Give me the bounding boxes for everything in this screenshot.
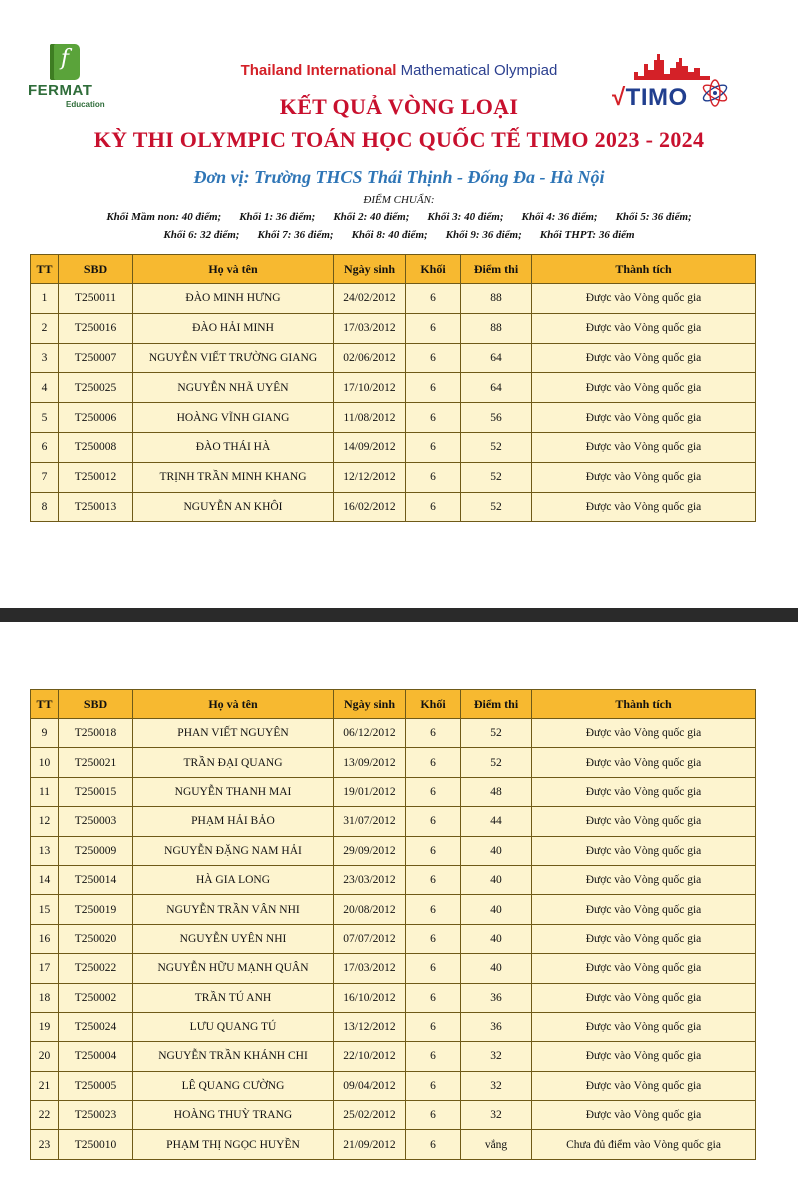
col-result-header: Thành tích [532,255,756,284]
col-sbd-cell: T250015 [59,777,133,806]
col-name-cell: NGUYỄN AN KHÔI [133,492,334,522]
col-grade-cell: 6 [406,1101,461,1130]
col-grade-cell: 6 [406,284,461,314]
col-tt-cell: 21 [31,1071,59,1100]
col-sbd-cell: T250020 [59,924,133,953]
table-header-row [31,690,756,719]
col-grade-cell: 6 [406,373,461,403]
col-name-header: Họ và tên [133,255,334,284]
col-tt-cell: 13 [31,836,59,865]
col-dob-cell: 13/09/2012 [334,748,406,777]
col-result-cell: Được vào Vòng quốc gia [532,1042,756,1071]
cutoff-label: ĐIỂM CHUẨN: [363,194,435,206]
table-row [31,865,756,894]
col-name-cell: HOÀNG VĨNH GIANG [133,403,334,433]
col-result-cell: Được vào Vòng quốc gia [532,492,756,522]
col-score-cell: 52 [461,492,532,522]
col-grade-cell: 6 [406,492,461,522]
col-sbd-cell: T250021 [59,748,133,777]
table-row [31,836,756,865]
col-sbd-cell: T250012 [59,462,133,492]
col-dob-cell: 17/03/2012 [334,954,406,983]
col-tt-cell: 12 [31,807,59,836]
col-tt-cell: 23 [31,1130,59,1159]
col-sbd-cell: T250011 [59,284,133,314]
col-grade-cell: 6 [406,924,461,953]
col-name-cell: HÀ GIA LONG [133,865,334,894]
col-dob-cell: 31/07/2012 [334,807,406,836]
col-score-cell: 32 [461,1071,532,1100]
col-grade-cell: 6 [406,343,461,373]
col-score-cell: vắng [461,1130,532,1159]
col-tt-cell: 1 [31,284,59,314]
col-sbd-cell: T250010 [59,1130,133,1159]
col-grade-cell: 6 [406,403,461,433]
col-tt-cell: 14 [31,865,59,894]
cutoff-item: Khối THPT: 36 điểm [539,229,635,241]
unit-line: Đơn vị: Trường THCS Thái Thịnh - Đống Đa - Hà Nội [193,167,605,187]
col-score-cell: 32 [461,1042,532,1071]
col-dob-cell: 23/03/2012 [334,865,406,894]
col-name-cell: ĐÀO THÁI HÀ [133,432,334,462]
col-tt-header: TT [31,690,59,719]
col-grade-cell: 6 [406,777,461,806]
table-row [31,1042,756,1071]
col-score-cell: 52 [461,432,532,462]
col-dob-cell: 16/10/2012 [334,983,406,1012]
col-dob-cell: 24/02/2012 [334,284,406,314]
col-score-cell: 44 [461,807,532,836]
col-score-header: Điểm thi [461,255,532,284]
col-name-cell: NGUYỄN NHÃ UYÊN [133,373,334,403]
col-result-cell: Được vào Vòng quốc gia [532,284,756,314]
col-sbd-cell: T250018 [59,719,133,748]
col-tt-cell: 22 [31,1101,59,1130]
col-sbd-cell: T250005 [59,1071,133,1100]
table-row [31,432,756,462]
col-score-cell: 52 [461,748,532,777]
col-sbd-cell: T250014 [59,865,133,894]
col-score-header: Điểm thi [461,690,532,719]
col-name-cell: TRẦN TÚ ANH [133,983,334,1012]
col-score-cell: 64 [461,373,532,403]
title-line-2: KỲ THI OLYMPIC TOÁN HỌC QUỐC TẾ TIMO 2023 - 2024 [93,127,705,152]
col-tt-cell: 6 [31,432,59,462]
table-row [31,983,756,1012]
col-dob-cell: 17/10/2012 [334,373,406,403]
col-name-cell: HOÀNG THUỲ TRANG [133,1101,334,1130]
col-name-cell: LƯU QUANG TÚ [133,1012,334,1041]
col-result-cell: Được vào Vòng quốc gia [532,432,756,462]
col-score-cell: 64 [461,343,532,373]
col-result-cell: Được vào Vòng quốc gia [532,807,756,836]
col-dob-cell: 17/03/2012 [334,313,406,343]
col-result-cell: Được vào Vòng quốc gia [532,895,756,924]
cutoff-item: Khối 2: 40 điểm; [333,211,410,223]
col-tt-cell: 9 [31,719,59,748]
cutoff-item: Khối 7: 36 điểm; [257,229,334,241]
col-sbd-cell: T250024 [59,1012,133,1041]
table-row [31,1130,756,1159]
col-tt-cell: 18 [31,983,59,1012]
col-tt-header: TT [31,255,59,284]
col-dob-cell: 02/06/2012 [334,343,406,373]
col-sbd-header: SBD [59,255,133,284]
col-tt-cell: 19 [31,1012,59,1041]
col-tt-cell: 8 [31,492,59,522]
col-result-cell: Được vào Vòng quốc gia [532,924,756,953]
col-name-cell: NGUYỄN VIẾT TRƯỜNG GIANG [133,343,334,373]
col-dob-cell: 13/12/2012 [334,1012,406,1041]
timo-logo-name: TIMO [625,84,688,111]
col-dob-cell: 20/08/2012 [334,895,406,924]
col-sbd-cell: T250023 [59,1101,133,1130]
cutoff-line-2 [0,229,798,241]
col-sbd-cell: T250019 [59,895,133,924]
col-score-cell: 56 [461,403,532,433]
col-name-cell: NGUYỄN THANH MAI [133,777,334,806]
col-result-cell: Được vào Vòng quốc gia [532,1012,756,1041]
tagline-part2: Mathematical Olympiad [400,62,558,79]
table-row [31,807,756,836]
results-table-1 [30,254,756,522]
cutoff-item: Khối 1: 36 điểm; [239,211,316,223]
col-dob-cell: 22/10/2012 [334,1042,406,1071]
col-result-cell: Được vào Vòng quốc gia [532,954,756,983]
col-score-cell: 88 [461,284,532,314]
col-score-cell: 36 [461,1012,532,1041]
table-row [31,1012,756,1041]
col-result-header: Thành tích [532,690,756,719]
page-divider [0,608,798,622]
col-score-cell: 40 [461,836,532,865]
col-tt-cell: 7 [31,462,59,492]
col-tt-cell: 11 [31,777,59,806]
col-dob-header: Ngày sinh [334,690,406,719]
table-row [31,777,756,806]
col-score-cell: 40 [461,954,532,983]
col-tt-cell: 20 [31,1042,59,1071]
col-grade-cell: 6 [406,865,461,894]
col-name-cell: TRỊNH TRẦN MINH KHANG [133,462,334,492]
col-name-cell: NGUYỄN ĐẶNG NAM HẢI [133,836,334,865]
table-row [31,924,756,953]
table-row [31,373,756,403]
col-tt-cell: 5 [31,403,59,433]
skyline-icon [624,50,712,82]
col-tt-cell: 16 [31,924,59,953]
col-sbd-cell: T250022 [59,954,133,983]
col-dob-cell: 06/12/2012 [334,719,406,748]
col-sbd-cell: T250002 [59,983,133,1012]
col-name-cell: NGUYỄN HỮU MẠNH QUÂN [133,954,334,983]
col-result-cell: Được vào Vòng quốc gia [532,719,756,748]
col-dob-cell: 09/04/2012 [334,1071,406,1100]
col-dob-cell: 19/01/2012 [334,777,406,806]
table-row [31,719,756,748]
col-score-cell: 32 [461,1101,532,1130]
col-tt-cell: 2 [31,313,59,343]
col-result-cell: Được vào Vòng quốc gia [532,983,756,1012]
col-grade-cell: 6 [406,719,461,748]
col-grade-cell: 6 [406,1071,461,1100]
col-result-cell: Được vào Vòng quốc gia [532,1071,756,1100]
cutoff-item: Khối 9: 36 điểm; [445,229,522,241]
col-grade-cell: 6 [406,954,461,983]
table-row [31,1101,756,1130]
col-dob-cell: 07/07/2012 [334,924,406,953]
col-name-cell: PHAN VIẾT NGUYÊN [133,719,334,748]
col-result-cell: Được vào Vòng quốc gia [532,1101,756,1130]
col-name-header: Họ và tên [133,690,334,719]
col-grade-cell: 6 [406,1012,461,1041]
col-grade-cell: 6 [406,895,461,924]
col-dob-header: Ngày sinh [334,255,406,284]
col-sbd-cell: T250003 [59,807,133,836]
col-sbd-cell: T250004 [59,1042,133,1071]
col-dob-cell: 12/12/2012 [334,462,406,492]
col-dob-cell: 25/02/2012 [334,1101,406,1130]
col-sbd-cell: T250007 [59,343,133,373]
fermat-logo-letter: f [60,46,70,71]
table-row [31,492,756,522]
col-sbd-cell: T250025 [59,373,133,403]
col-tt-cell: 15 [31,895,59,924]
cutoff-item: Khối Mầm non: 40 điểm; [106,211,222,223]
col-result-cell: Được vào Vòng quốc gia [532,836,756,865]
col-score-cell: 40 [461,895,532,924]
col-grade-cell: 6 [406,432,461,462]
col-grade-header: Khối [406,255,461,284]
table-row [31,748,756,777]
table-row [31,1071,756,1100]
col-grade-cell: 6 [406,462,461,492]
col-tt-cell: 10 [31,748,59,777]
col-result-cell: Được vào Vòng quốc gia [532,373,756,403]
cutoff-item: Khối 6: 32 điểm; [163,229,240,241]
col-grade-cell: 6 [406,1042,461,1071]
col-score-cell: 36 [461,983,532,1012]
col-grade-cell: 6 [406,748,461,777]
col-dob-cell: 11/08/2012 [334,403,406,433]
col-grade-cell: 6 [406,1130,461,1159]
col-sbd-cell: T250016 [59,313,133,343]
col-name-cell: LÊ QUANG CƯỜNG [133,1071,334,1100]
table-row [31,895,756,924]
fermat-logo-sub: Education [66,100,105,109]
col-dob-cell: 21/09/2012 [334,1130,406,1159]
col-name-cell: ĐÀO HẢI MINH [133,313,334,343]
col-score-cell: 48 [461,777,532,806]
col-name-cell: PHẠM THỊ NGỌC HUYỀN [133,1130,334,1159]
col-name-cell: TRẦN ĐẠI QUANG [133,748,334,777]
col-tt-cell: 4 [31,373,59,403]
col-grade-cell: 6 [406,807,461,836]
table-row [31,343,756,373]
col-result-cell: Được vào Vòng quốc gia [532,462,756,492]
table-row [31,284,756,314]
cutoff-item: Khối 3: 40 điểm; [427,211,504,223]
col-result-cell: Được vào Vòng quốc gia [532,865,756,894]
cutoff-item: Khối 5: 36 điểm; [615,211,692,223]
tagline-part1: Thailand International [240,62,397,79]
fermat-logo-name: FERMAT [28,82,93,99]
col-sbd-cell: T250009 [59,836,133,865]
results-table-2 [30,689,756,1160]
col-grade-cell: 6 [406,836,461,865]
cutoff-item: Khối 8: 40 điểm; [351,229,428,241]
col-dob-cell: 29/09/2012 [334,836,406,865]
timo-check-mark: √ [612,84,626,111]
table-row [31,403,756,433]
col-grade-cell: 6 [406,313,461,343]
table-header-row [31,255,756,284]
col-grade-header: Khối [406,690,461,719]
col-tt-cell: 3 [31,343,59,373]
table-row [31,313,756,343]
title-line-1: KẾT QUẢ VÒNG LOẠI [279,94,519,119]
col-sbd-header: SBD [59,690,133,719]
col-tt-cell: 17 [31,954,59,983]
col-result-cell: Chưa đủ điểm vào Vòng quốc gia [532,1130,756,1159]
table-row [31,954,756,983]
col-result-cell: Được vào Vòng quốc gia [532,313,756,343]
col-sbd-cell: T250013 [59,492,133,522]
col-sbd-cell: T250006 [59,403,133,433]
col-result-cell: Được vào Vòng quốc gia [532,748,756,777]
col-result-cell: Được vào Vòng quốc gia [532,403,756,433]
col-name-cell: NGUYỄN TRẦN VÂN NHI [133,895,334,924]
col-grade-cell: 6 [406,983,461,1012]
col-dob-cell: 16/02/2012 [334,492,406,522]
cutoff-line-1 [0,211,798,223]
col-score-cell: 52 [461,462,532,492]
cutoff-item: Khối 4: 36 điểm; [521,211,598,223]
col-score-cell: 40 [461,924,532,953]
col-result-cell: Được vào Vòng quốc gia [532,343,756,373]
col-name-cell: NGUYỄN UYÊN NHI [133,924,334,953]
col-name-cell: ĐÀO MINH HƯNG [133,284,334,314]
col-name-cell: NGUYỄN TRẦN KHÁNH CHI [133,1042,334,1071]
col-dob-cell: 14/09/2012 [334,432,406,462]
col-score-cell: 88 [461,313,532,343]
col-score-cell: 40 [461,865,532,894]
col-sbd-cell: T250008 [59,432,133,462]
col-name-cell: PHẠM HẢI BẢO [133,807,334,836]
col-result-cell: Được vào Vòng quốc gia [532,777,756,806]
col-score-cell: 52 [461,719,532,748]
table-row [31,462,756,492]
